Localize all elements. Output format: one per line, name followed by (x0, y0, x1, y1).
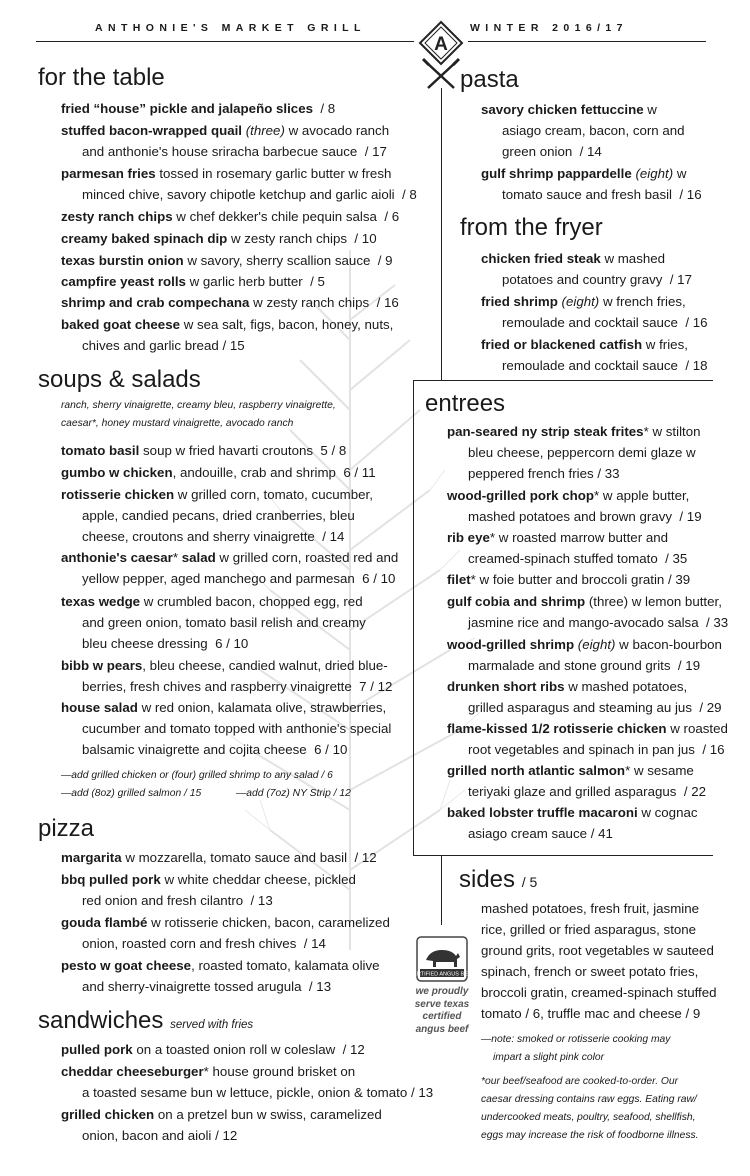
section-title-pizza: pizza (38, 815, 95, 842)
svg-text:CERTIFIED ANGUS BEEF: CERTIFIED ANGUS BEEF (409, 971, 475, 978)
section-title-for-the-table: for the table (38, 64, 165, 91)
menu-item: anthonie's caesar* salad w grilled corn, roasted red and yellow pepper, aged manchego and parmesan 6 / 10 (61, 550, 399, 586)
salad-add-on-3: —add (7oz) NY Strip / 12 (236, 788, 351, 799)
menu-item: baked goat cheese w sea salt, figs, bacon, honey, nuts, chives and garlic bread / 15 (61, 317, 394, 353)
menu-item: creamy baked spinach dip w zesty ranch chips / 10 (61, 231, 377, 246)
menu-item: texas burstin onion w savory, sherry scallion sauce / 9 (61, 253, 393, 268)
sides-line: rice, grilled or fried asparagus, stone (481, 922, 697, 937)
menu-item: house salad w red onion, kalamata olive, strawberries, cucumber and tomato topped with anthonie's special balsamic vinaigrette and cojita cheese 6 / 10 (61, 700, 392, 757)
menu-item: drunken short ribs w mashed potatoes, grilled asparagus and steaming au jus / 29 (447, 679, 722, 715)
menu-item: stuffed bacon-wrapped quail (three) w avocado ranch and anthonie's house sriracha barbecue sauce / 17 (61, 123, 390, 159)
menu-item: campfire yeast rolls w garlic herb butter / 5 (61, 274, 325, 289)
pink-color-note-1: —note: smoked or rotisserie cooking may (481, 1034, 671, 1045)
menu-item: fried “house” pickle and jalapeño slices / 8 (61, 101, 336, 116)
menu-item: grilled north atlantic salmon* w sesame teriyaki glaze and grilled asparagus / 22 (447, 763, 707, 799)
menu-item: cheddar cheeseburger* house ground brisket on a toasted sesame bun w lettuce, pickle, onion & tomato / 13 (61, 1064, 434, 1100)
section-title-entrees: entrees (425, 390, 506, 417)
menu-item: savory chicken fettuccine w asiago cream, bacon, corn and green onion / 14 (481, 102, 685, 159)
sides-line: tomato / 6, truffle mac and cheese / 9 (481, 1006, 701, 1021)
column-rule-middle (413, 380, 414, 855)
menu-item: margarita w mozzarella, tomato sauce and basil / 12 (61, 850, 377, 865)
menu-item: texas wedge w crumbled bacon, chopped egg, red and green onion, tomato basil relish and creamy bleu cheese dressing 6 / 10 (61, 594, 366, 651)
season-label: WINTER 2016/17 (470, 22, 628, 34)
menu-item: rib eye* w roasted marrow butter and creamed-spinach stuffed tomato / 35 (447, 530, 688, 566)
sides-line: mashed potatoes, fresh fruit, jasmine (481, 901, 700, 916)
section-title-pasta: pasta (460, 66, 519, 93)
menu-item: gulf shrimp pappardelle (eight) w tomato sauce and fresh basil / 16 (481, 166, 702, 202)
menu-item: flame-kissed 1/2 rotisserie chicken w roasted root vegetables and spinach in pan jus / 16 (447, 721, 728, 757)
menu-item: pulled pork on a toasted onion roll w coleslaw / 12 (61, 1042, 365, 1057)
menu-item: rotisserie chicken w grilled corn, tomato, cucumber, apple, candied pecans, dried cranberries, bleu cheese, croutons and sherry vinaigrette / 14 (61, 487, 373, 544)
column-rule-upper (441, 88, 442, 380)
pink-color-note-2: impart a slight pink color (493, 1052, 605, 1063)
certified-angus-beef-logo (409, 936, 475, 982)
salad-add-on-2: —add (8oz) grilled salmon / 15 (61, 788, 202, 799)
menu-item: zesty ranch chips w chef dekker's chile pequin salsa / 6 (61, 209, 400, 224)
header-rule-right (468, 41, 706, 42)
menu-item: bbq pulled pork w white cheddar cheese, pickled red onion and fresh cilantro / 13 (61, 872, 356, 908)
section-title-sandwiches: sandwiches served with fries (38, 1007, 254, 1034)
sides-line: broccoli gratin, creamed-spinach stuffed (481, 985, 717, 1000)
header-rule-left (36, 41, 414, 42)
menu-item: gouda flambé w rotisserie chicken, bacon, caramelized onion, roasted corn and fresh chives / 14 (61, 915, 390, 951)
menu-item: wood-grilled pork chop* w apple butter, mashed potatoes and brown gravy / 19 (447, 488, 702, 524)
fryer-entrees-rule (413, 380, 713, 381)
menu-item: grilled chicken on a pretzel bun w swiss, caramelized onion, bacon and aioli / 12 (61, 1107, 382, 1143)
food-safety-warning: eggs may increase the risk of foodborne illness. (481, 1130, 699, 1141)
sides-line: ground grits, root vegetables w sauteed (481, 943, 714, 958)
menu-item: parmesan fries tossed in rosemary garlic butter w fresh minced chive, savory chipotle ketchup and garlic aioli / 8 (61, 166, 417, 202)
angus-caption: we proudly serve texas certified angus beef (414, 986, 470, 1035)
dressings-line-2: caesar*, honey mustard vinaigrette, avocado ranch (61, 418, 294, 429)
section-title-soups-salads: soups & salads (38, 366, 201, 393)
header-bar (0, 0, 750, 50)
menu-item: wood-grilled shrimp (eight) w bacon-bourbon marmalade and stone ground grits / 19 (447, 637, 722, 673)
entrees-sides-rule (413, 855, 713, 856)
sides-line: spinach, french or sweet potato fries, (481, 964, 699, 979)
food-safety-warning: undercooked meats, poultry, seafood, shellfish, (481, 1112, 696, 1123)
column-rule-lower (441, 855, 442, 925)
menu-item: tomato basil soup w fried havarti croutons 5 / 8 (61, 443, 347, 458)
menu-item: pan-seared ny strip steak frites* w stilton bleu cheese, peppercorn demi glaze w peppered french fries / 33 (447, 424, 701, 481)
menu-item: fried shrimp (eight) w french fries, remoulade and cocktail sauce / 16 (481, 294, 708, 330)
svg-text:A: A (434, 34, 448, 55)
menu-item: bibb w pears, bleu cheese, candied walnut, dried blue- berries, fresh chives and raspberry vinaigrette 7 / 12 (61, 658, 393, 694)
food-safety-warning: caesar dressing contains raw eggs. Eating raw/ (481, 1094, 697, 1105)
dressings-line-1: ranch, sherry vinaigrette, creamy bleu, raspberry vinaigrette, (61, 400, 336, 411)
section-title-sides: sides / 5 (459, 866, 538, 893)
menu-item: filet* w foie butter and broccoli gratin / 39 (447, 572, 691, 587)
menu-item: gulf cobia and shrimp (three) w lemon butter, jasmine rice and mango-avocado salsa / 33 (447, 594, 729, 630)
menu-item: shrimp and crab compechana w zesty ranch chips / 16 (61, 295, 399, 310)
salad-add-on-1: —add grilled chicken or (four) grilled shrimp to any salad / 6 (61, 770, 333, 781)
menu-item: chicken fried steak w mashed potatoes and country gravy / 17 (481, 251, 692, 287)
restaurant-name: ANTHONIE'S MARKET GRILL (95, 22, 366, 34)
menu-item: pesto w goat cheese, roasted tomato, kalamata olive and sherry-vinaigrette tossed arugula / 13 (61, 958, 380, 994)
menu-item: gumbo w chicken, andouille, crab and shrimp 6 / 11 (61, 465, 376, 480)
section-title-from-the-fryer: from the fryer (460, 214, 603, 241)
food-safety-warning: *our beef/seafood are cooked-to-order. Our (481, 1076, 679, 1087)
menu-item: baked lobster truffle macaroni w cognac asiago cream sauce / 41 (447, 805, 698, 841)
menu-item: fried or blackened catfish w fries, remoulade and cocktail sauce / 18 (481, 337, 708, 373)
